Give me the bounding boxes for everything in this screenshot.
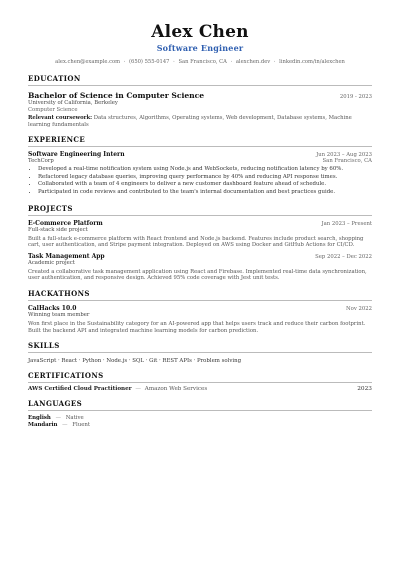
certification-issuer: Amazon Web Services bbox=[144, 386, 208, 393]
candidate-name: Alex Chen bbox=[151, 22, 249, 42]
section-heading: EDUCATION bbox=[28, 74, 372, 86]
education-dates: 2019 - 2023 bbox=[339, 94, 372, 100]
hackathon-dates: Nov 2022 bbox=[346, 305, 372, 312]
languages-section bbox=[28, 399, 372, 428]
contact-separator: · bbox=[230, 59, 233, 65]
contact-line bbox=[28, 59, 372, 65]
section-heading: EXPERIENCE bbox=[28, 135, 372, 147]
contact-phone: (650) 555-0147 bbox=[129, 59, 170, 65]
coursework-label: Relevant coursework: bbox=[28, 115, 93, 121]
language-name: Mandarin bbox=[28, 422, 58, 429]
job-dates: Jun 2023 – Aug 2023 bbox=[316, 152, 372, 159]
certification-dash: — bbox=[135, 386, 141, 393]
bullet-item: • Collaborated with a team of 4 engineers to deliver a new customer dashboard feature ahead of schedule. bbox=[38, 181, 372, 189]
hackathon-name: CalHacks 10.0 bbox=[28, 304, 77, 312]
certification-entry bbox=[28, 386, 372, 392]
certification-name: AWS Certified Cloud Practitioner bbox=[28, 386, 132, 393]
language-level: Native bbox=[65, 415, 84, 422]
project-entry bbox=[28, 253, 372, 282]
experience-entry bbox=[28, 151, 372, 196]
job-role: Software Engineering Intern bbox=[28, 151, 125, 159]
language-level: Fluent bbox=[72, 422, 91, 429]
candidate-title: Software Engineer bbox=[156, 43, 244, 53]
project-description: Created a collaborative task management application using React and Firebase. Implemented real-time data synchronization, user authentication, and responsive design. Achieved 95% code coverage with Jest unit tests. bbox=[28, 268, 367, 282]
section-heading: SKILLS bbox=[28, 341, 372, 353]
contact-linkedin[interactable]: linkedin.com/in/alexchen bbox=[279, 59, 345, 65]
project-name: Task Management App bbox=[28, 252, 105, 260]
education-section bbox=[28, 74, 372, 128]
hackathon-result: Winning team member bbox=[28, 311, 90, 318]
certifications-section bbox=[28, 371, 372, 392]
project-description: Built a full-stack e-commerce platform with React frontend and Node.js backend. Features include product search, shopping cart, user authentication, and Stripe payment integration. Deployed on AWS using Docker and GitHub Actions for CI/CD. bbox=[28, 235, 364, 249]
school: University of California, Berkeley bbox=[28, 100, 118, 106]
contact-separator: · bbox=[123, 59, 126, 65]
company: TechCorp bbox=[28, 158, 54, 165]
project-dates: Jan 2023 – Present bbox=[321, 220, 372, 227]
degree: Bachelor of Science in Computer Science bbox=[28, 91, 205, 100]
bullet-item: • Refactored legacy database queries, improving query performance by 40% and reducing API response times. bbox=[38, 174, 372, 182]
skills-section bbox=[28, 341, 372, 364]
coursework-list: Data structures, Algorithms, Operating systems, Web development, Database systems, Machine learning fundamentals bbox=[28, 115, 352, 128]
certification-year: 2023 bbox=[357, 386, 372, 393]
section-heading: PROJECTS bbox=[28, 204, 372, 216]
bullet-item: • Participated in code reviews and contributed to the team's internal documentation and best practices guide. bbox=[38, 189, 372, 197]
project-dates: Sep 2022 – Dec 2022 bbox=[315, 253, 372, 260]
language-dash: — bbox=[62, 422, 68, 429]
project-type: Full-stack side project bbox=[28, 226, 88, 233]
contact-email[interactable]: alex.chen@example.com bbox=[55, 59, 121, 65]
job-location: San Francisco, CA bbox=[322, 158, 372, 165]
language-name: English bbox=[28, 415, 51, 422]
hackathon-description: Won first place in the Sustainability category for an AI-powered app that helps users track and reduce their carbon footprint. Built the backend API and integrated machine learning models for carbon prediction. bbox=[28, 320, 366, 334]
section-heading: HACKATHONS bbox=[28, 289, 372, 301]
experience-section bbox=[28, 135, 372, 196]
project-type: Academic project bbox=[28, 259, 75, 266]
section-heading: LANGUAGES bbox=[28, 399, 372, 411]
coursework bbox=[28, 115, 372, 128]
skills-list: JavaScript · React · Python · Node.js · SQL · Git · REST APIs · Problem solving bbox=[28, 358, 242, 365]
hackathons-section bbox=[28, 289, 372, 334]
language-dash: — bbox=[55, 415, 61, 422]
major: Computer Science bbox=[28, 107, 78, 113]
bullet-item: • Developed a real-time notification system using Node.js and WebSockets, reducing notification latency by 60%. bbox=[38, 166, 372, 174]
section-heading: CERTIFICATIONS bbox=[28, 371, 372, 383]
language-item bbox=[28, 422, 372, 428]
contact-separator: · bbox=[273, 59, 276, 65]
project-name: E-Commerce Platform bbox=[28, 219, 103, 227]
hackathon-entry bbox=[28, 305, 372, 334]
contact-separator: · bbox=[173, 59, 175, 65]
projects-section bbox=[28, 204, 372, 282]
language-item bbox=[28, 415, 372, 421]
experience-bullets bbox=[28, 166, 372, 196]
education-entry bbox=[28, 91, 372, 128]
contact-location: San Francisco, CA bbox=[178, 59, 227, 65]
project-entry bbox=[28, 220, 372, 249]
contact-website[interactable]: alexchen.dev bbox=[235, 59, 271, 65]
